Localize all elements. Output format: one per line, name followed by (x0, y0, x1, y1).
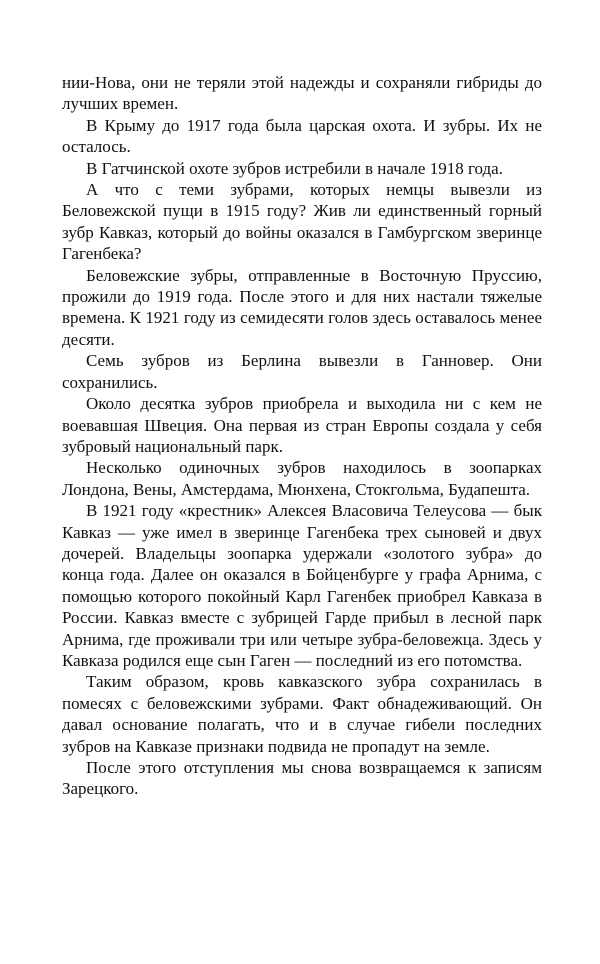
paragraph-gatchina: В Гатчинской охоте зубров истребили в начале 1918 года. (86, 158, 503, 178)
paragraph-prussia: Беловежские зубры, отправленные в Восточную Пруссию, прожили до 1919 года. После этого и для них настали тяжелые времена. К 1921 году из семидесяти голов здесь оставалось менее десяти. (62, 265, 542, 349)
paragraph-conclusion: Таким образом, кровь кавказского зубра сохранилась в помесях с беловежскими зубрами. Факт обнадеживающий. Он давал основание полагать, что и в случае гибели последних зубров на Кавказе признаки подвида не пропадут на земле. (62, 672, 542, 756)
paragraph-return: После этого отступления мы снова возвращаемся к записям Зарецкого. (62, 758, 542, 799)
paragraph-question: А что с теми зубрами, которых немцы вывезли из Беловежской пущи в 1915 году? Жив ли единственный горный зубр Кавказ, который до войны оказался в Гамбургском зверинце Гагенбека? (62, 180, 542, 264)
book-page-text (62, 72, 542, 800)
paragraph-zoos: Несколько одиночных зубров находилось в зоопарках Лондона, Вены, Амстердама, Мюнхена, Стокгольма, Будапешта. (62, 458, 542, 499)
paragraph-sweden: Около десятка зубров приобрела и выходила ни с кем не воевавшая Швеция. Она первая из стран Европы создала у себя зубровый национальный парк. (62, 394, 542, 456)
paragraph-kavkaz: В 1921 году «крестник» Алексея Власовича Телеусова — бык Кавказ — уже имел в зверинце Гагенбека трех сыновей и двух дочерей. Владельцы зоопарка удержали «золотого зубра» до конца года. Далее он оказался в Бойценбурге у графа Арнима, с помощью которого покойный Карл Гагенбек приобрел Кавказа в России. Кавказ вместе с зубрицей Гарде прибыл в лесной парк Арнима, где проживали три или четыре зубра-беловежца. Здесь у Кавказа родился еще сын Гаген — последний из его потомства. (62, 501, 542, 670)
paragraph-continued: нии-Нова, они не теряли этой надежды и сохраняли гибриды до лучших времен. (62, 73, 542, 114)
paragraph-crimea: В Крыму до 1917 года была царская охота. И зубры. Их не осталось. (62, 115, 542, 157)
paragraph-berlin: Семь зубров из Берлина вывезли в Ганновер. Они сохранились. (62, 351, 542, 392)
